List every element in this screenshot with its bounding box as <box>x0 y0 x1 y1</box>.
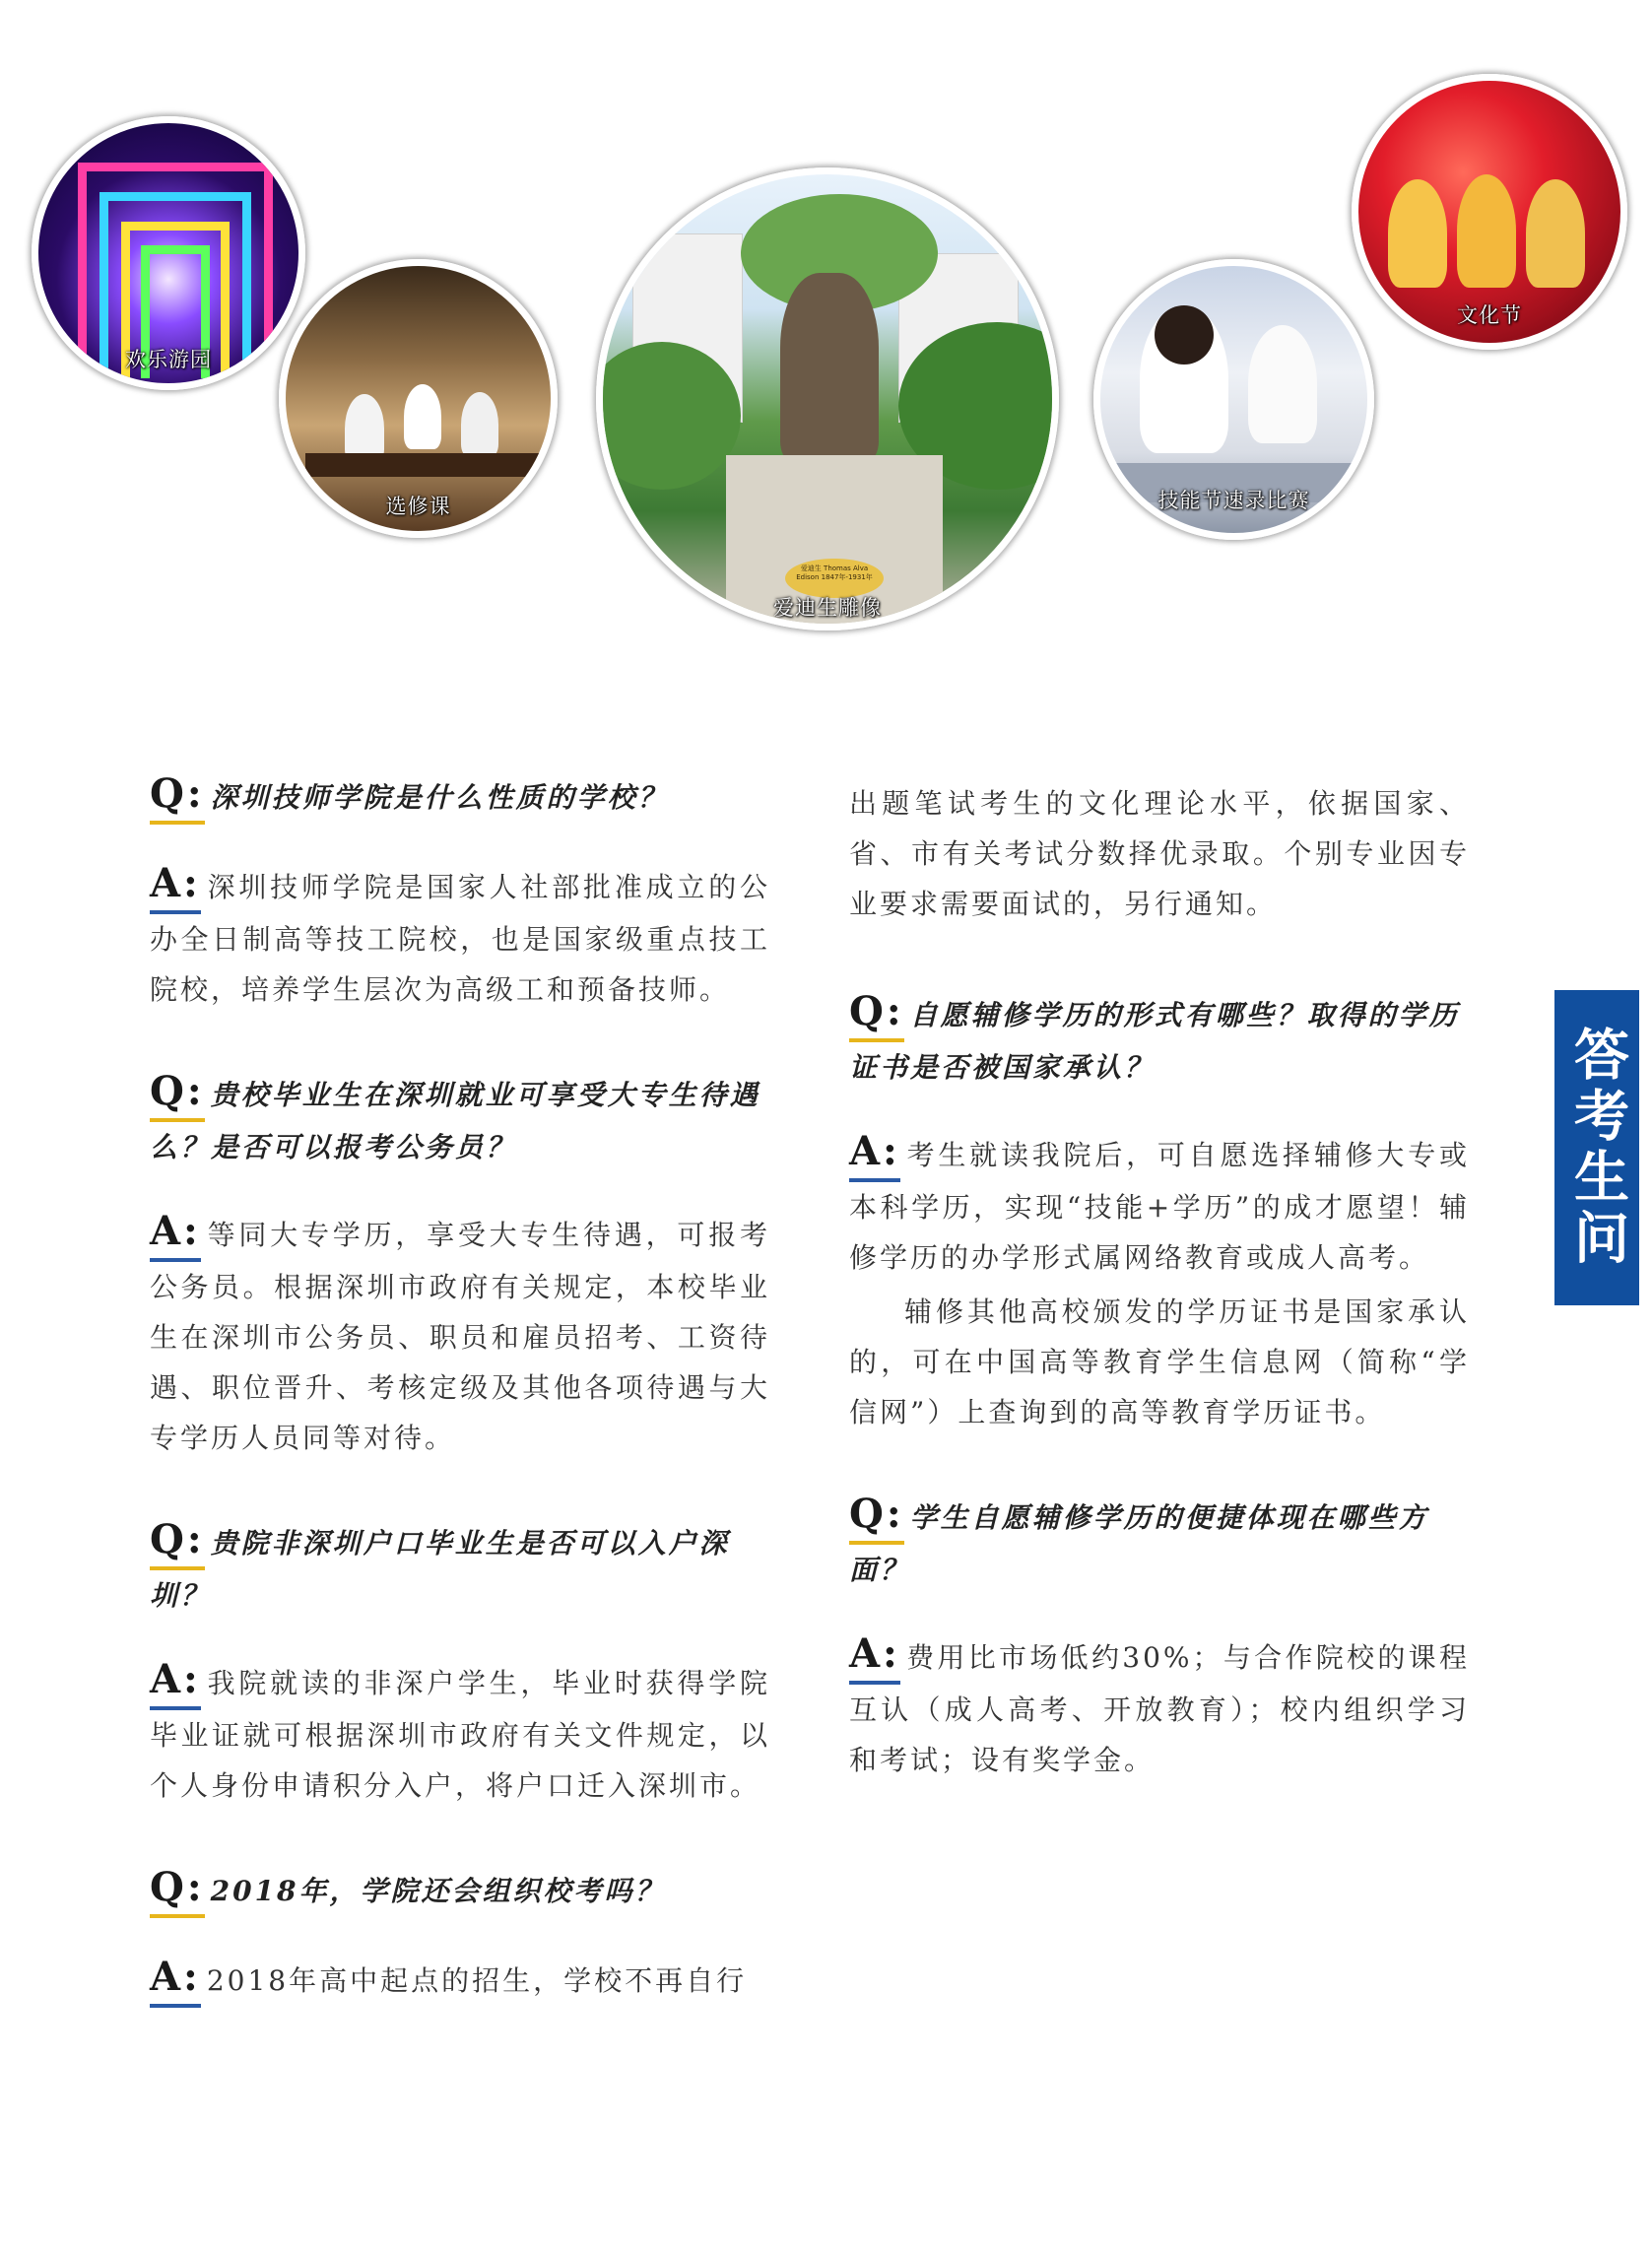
answer-text: 考生就读我院后，可自愿选择辅修大专或本科学历，实现“技能+学历”的成才愿望！辅修学历的办学形式属网络教育或成人高考。 <box>849 1139 1470 1274</box>
statue-shape <box>780 273 879 460</box>
a-marker: A: <box>150 858 201 914</box>
faq-question <box>150 1066 770 1172</box>
q-marker: Q: <box>849 986 904 1042</box>
answer-text: 我院就读的非深户学生，毕业时获得学院毕业证就可根据深圳市政府有关文件规定，以个人身份申请积分入户，将户口迁入深圳市。 <box>150 1667 770 1802</box>
answer-continuation: 出题笔试考生的文化理论水平，依据国家、省、市有关考试分数择优录取。个别专业因专业要求需要面试的，另行通知。 <box>849 787 1470 920</box>
answer-text: 2018年高中起点的招生，学校不再自行 <box>206 1964 748 1997</box>
photo-caption: 选修课 <box>385 495 451 518</box>
student-figure <box>404 384 441 449</box>
faq-answer <box>150 858 770 1015</box>
photo-caption: 技能节速录比赛 <box>1157 489 1310 512</box>
faq-question <box>849 1489 1470 1595</box>
student-figure <box>1248 325 1317 443</box>
student-figure <box>461 392 498 457</box>
faq-question <box>150 768 770 825</box>
answer-text: 深圳技师学院是国家人社部批准成立的公办全日制高等技工院校，也是国家级重点技工院校，培养学生层次为高级工和预备技师。 <box>150 871 770 1006</box>
question-text: 深圳技师学院是什么性质的学校？ <box>210 781 669 814</box>
a-marker: A: <box>150 1654 201 1710</box>
answer-text: 等同大专学历，享受大专生待遇，可报考公务员。根据深圳市政府有关规定，本校毕业生在深圳市公务员、职员和雇员招考、工资待遇、职位晋升、考核定级及其他各项待遇与大专学历人员同等对待。 <box>150 1219 770 1454</box>
question-text: 贵院非深圳户口毕业生是否可以入户深圳？ <box>150 1527 730 1612</box>
faq-answer <box>150 1206 770 1463</box>
hair-shape <box>1155 305 1214 365</box>
faq-answer <box>849 1126 1470 1283</box>
photo-caption: 爱迪生雕像 <box>773 596 882 620</box>
section-tab <box>1554 990 1639 1305</box>
skills-festival-photo <box>1093 259 1374 540</box>
question-text: 自愿辅修学历的形式有哪些？取得的学历证书是否被国家承认？ <box>849 999 1460 1084</box>
faq-question <box>150 1514 770 1621</box>
dancer-figure <box>1388 179 1447 288</box>
a-marker: A: <box>849 1126 900 1182</box>
tree-shape <box>596 342 741 490</box>
photo-caption: 文化节 <box>1457 303 1522 327</box>
a-marker: A: <box>150 1952 201 2008</box>
answer-paragraph: 辅修其他高校颁发的学历证书是国家承认的，可在中国高等教育学生信息网（简称“学信网”）上查询到的高等教育学历证书。 <box>849 1295 1470 1428</box>
question-text: 贵校毕业生在深圳就业可享受大专生待遇么？是否可以报考公务员？ <box>150 1079 760 1163</box>
question-text: 2018年，学院还会组织校考吗？ <box>210 1875 666 1907</box>
faq-answer <box>150 1654 770 1811</box>
faq-answer <box>150 1952 770 2008</box>
q-marker: Q: <box>150 1066 205 1122</box>
faq-question <box>849 986 1470 1093</box>
culture-festival-photo <box>1352 74 1627 350</box>
edison-statue-photo <box>596 167 1059 631</box>
q-marker: Q: <box>150 1862 205 1918</box>
dancer-figure <box>1457 174 1516 288</box>
elective-class-photo <box>279 259 558 538</box>
fun-park-photo <box>32 116 305 390</box>
answer-text: 费用比市场低约30%；与合作院校的课程互认（成人高考、开放教育）；校内组织学习和考试；设有奖学金。 <box>849 1641 1470 1776</box>
faq-question <box>150 1862 770 1918</box>
q-marker: Q: <box>849 1489 904 1545</box>
photo-caption: 欢乐游园 <box>125 348 212 371</box>
plaque-text: 爱迪生 Thomas Alva Edison 1847年-1931年 <box>796 564 873 581</box>
section-tab-label: 答考生问 <box>1565 1026 1629 1270</box>
faq-right-column <box>849 778 1470 1836</box>
faq-answer <box>849 1628 1470 1785</box>
faq-left-column <box>150 768 770 2059</box>
q-marker: Q: <box>150 1514 205 1570</box>
dancer-figure <box>1526 179 1585 288</box>
a-marker: A: <box>150 1206 201 1262</box>
a-marker: A: <box>849 1628 900 1685</box>
question-text: 学生自愿辅修学历的便捷体现在哪些方面？ <box>849 1501 1429 1586</box>
q-marker: Q: <box>150 768 205 825</box>
table-shape <box>305 453 542 477</box>
